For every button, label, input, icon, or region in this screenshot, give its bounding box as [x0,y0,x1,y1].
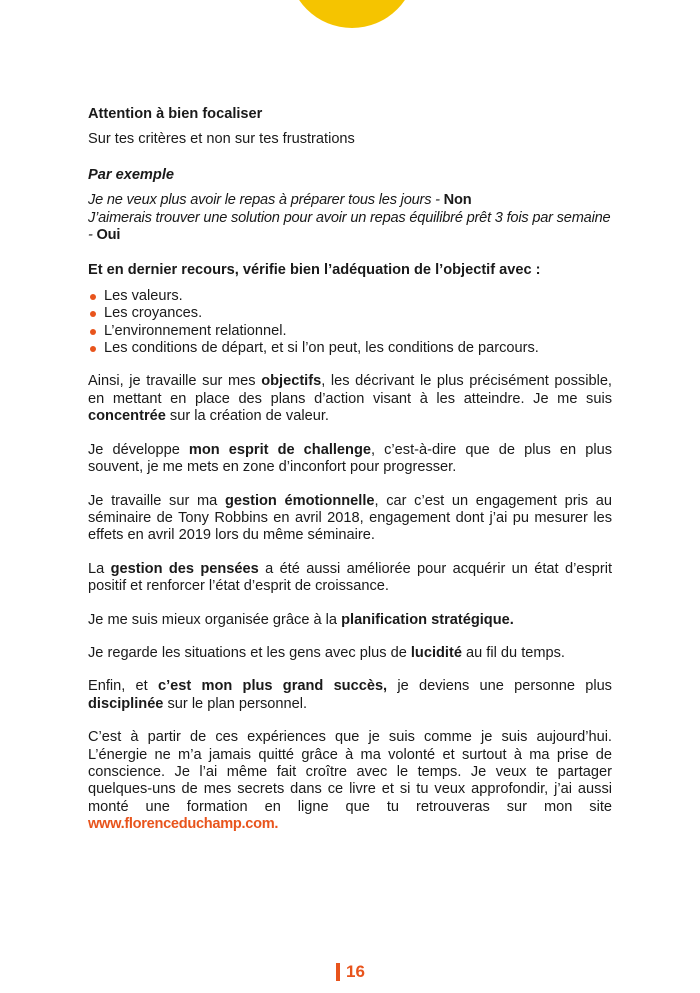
list-item: Les conditions de départ, et si l’on peut, les conditions de parcours. [88,340,612,357]
paragraph-conclusion: C’est à partir de ces expériences que je suis comme je suis aujourd’hui. L’énergie ne m’a jamais quitté grâce à ma volonté et surtout à ma prise de conscience. Je l’ai même fait croître avec le temps. Je veux te partager quelques-uns de mes secrets dans ce livre et si tu veux approfondir, j’ai aussi monté une formation en ligne que tu retrouveras sur mon site www.florenceduchamp.com. [88,729,612,833]
paragraph-objectifs: Ainsi, je travaille sur mes objectifs, les décrivant le plus précisément possible, en mettant en place des plans d’action visant à les atteindre. Je me suis concentrée sur la création de valeur. [88,373,612,425]
paragraph-gestion-emotionnelle: Je travaille sur ma gestion émotionnelle, car c’est un engagement pris au séminaire de Tony Robbins en avril 2018, engagement dont j’ai pu mesurer les effets en avril 2019 lors du même séminaire. [88,492,612,544]
section-subheading: Sur tes critères et non sur tes frustrations [88,131,355,148]
criteria-list [88,288,612,358]
paragraph-lucidite: Je regarde les situations et les gens avec plus de lucidité au fil du temps. [88,644,565,661]
verdict-no: Non [443,192,472,209]
section-heading-2: Et en dernier recours, vérifie bien l’adéquation de l’objectif avec : [88,262,541,279]
website-link[interactable]: www.florenceduchamp.com [88,816,275,833]
paragraph-gestion-pensees: La gestion des pensées a été aussi améliorée pour acquérir un état d’esprit positif et renforcer l’état d’esprit de croissance. [88,560,612,595]
example-title: Par exemple [88,166,174,183]
page-number-text: 16 [346,962,365,981]
example-line-no: Je ne veux plus avoir le repas à préparer tous les jours - Non [88,192,472,209]
verdict-yes: Oui [96,227,121,244]
paragraph-planification: Je me suis mieux organisée grâce à la planification stratégique. [88,611,514,628]
page-number [336,962,365,982]
bullet-dot-icon [90,346,96,352]
page-number-bar-icon [336,963,340,981]
bullet-dot-icon [90,311,96,317]
bullet-dot-icon [90,329,96,335]
page-content [88,106,612,834]
paragraph-challenge: Je développe mon esprit de challenge, c’est-à-dire que de plus en plus souvent, je me mets en zone d’inconfort pour progresser. [88,441,612,476]
list-item: Les croyances. [88,305,612,322]
list-item: Les valeurs. [88,288,612,305]
section-heading: Attention à bien focaliser [88,106,263,122]
list-item: L’environnement relationnel. [88,323,612,340]
paragraph-succes: Enfin, et c’est mon plus grand succès, je deviens une personne plus disciplinée sur le plan personnel. [88,678,612,712]
decorative-yellow-circle [288,0,416,28]
example-line-yes: J’aimerais trouver une solution pour avoir un repas équilibré prêt 3 fois par semaine - Oui [88,209,611,244]
bullet-dot-icon [90,294,96,300]
